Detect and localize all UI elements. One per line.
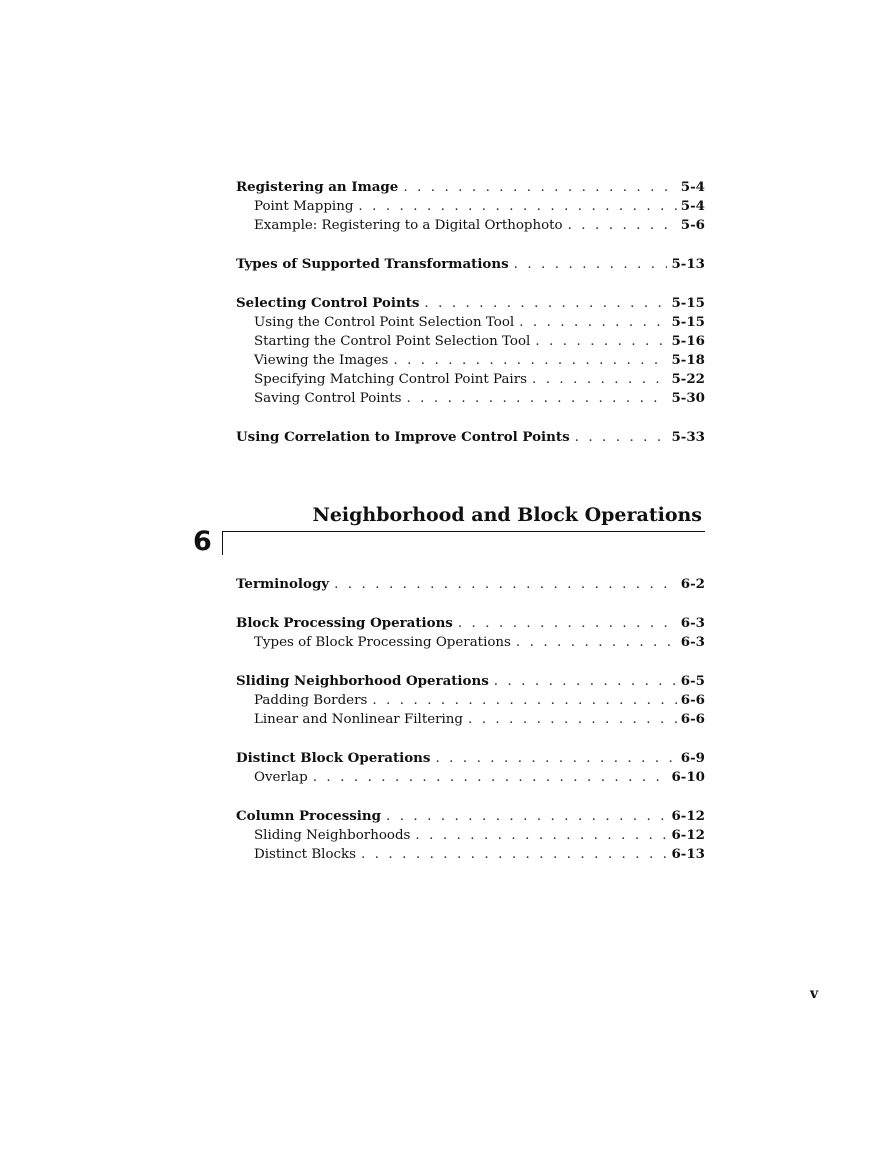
dot-leader <box>415 826 667 845</box>
dot-leader <box>424 294 667 313</box>
toc-group <box>236 807 705 864</box>
toc-entry-sub[interactable] <box>236 351 705 370</box>
toc-entry-main[interactable] <box>236 294 705 313</box>
toc-entry-title: Terminology <box>236 576 330 592</box>
toc-entry-main[interactable] <box>236 672 705 691</box>
toc-entry-title: Starting the Control Point Selection Tool <box>254 334 531 349</box>
toc-entry-page: 5-6 <box>680 217 705 233</box>
dot-leader <box>386 807 668 826</box>
toc-entry-title: Distinct Block Operations <box>236 750 431 766</box>
toc-group <box>236 614 705 652</box>
toc-group <box>236 255 705 274</box>
dot-leader <box>372 691 676 710</box>
toc-entry-title: Example: Registering to a Digital Orthophoto <box>254 218 563 233</box>
toc-entry-page: 5-15 <box>671 314 705 330</box>
toc-entry-page: 6-9 <box>680 750 705 766</box>
dot-leader <box>435 749 676 768</box>
chapter-number: 6 <box>193 526 212 557</box>
toc-entry-title: Using Correlation to Improve Control Points <box>236 429 570 445</box>
toc-entry-title: Registering an Image <box>236 179 399 195</box>
toc-entry-page: 5-13 <box>671 256 705 272</box>
toc-entry-page: 5-16 <box>671 333 705 349</box>
toc-entry-title: Sliding Neighborhoods <box>254 828 411 843</box>
toc-entry-title: Column Processing <box>236 808 381 824</box>
toc-entry-page: 6-5 <box>680 673 705 689</box>
toc-entry-sub[interactable] <box>236 389 705 408</box>
toc-entry-page: 5-15 <box>671 295 705 311</box>
toc-entry-title: Padding Borders <box>254 693 368 708</box>
toc-section-chapter-6 <box>236 575 705 884</box>
toc-group <box>236 178 705 235</box>
chapter-rule <box>222 531 705 532</box>
toc-entry-title: Block Processing Operations <box>236 615 453 631</box>
dot-leader <box>406 389 667 408</box>
toc-entry-page: 5-22 <box>671 371 705 387</box>
toc-entry-title: Distinct Blocks <box>254 847 356 862</box>
dot-leader <box>458 614 677 633</box>
page-number: v <box>810 986 819 1002</box>
toc-entry-page: 6-12 <box>671 808 705 824</box>
toc-entry-title: Overlap <box>254 770 308 785</box>
toc-entry-sub[interactable] <box>236 197 705 216</box>
dot-leader <box>361 845 667 864</box>
toc-entry-main[interactable] <box>236 749 705 768</box>
toc-entry-title: Using the Control Point Selection Tool <box>254 315 515 330</box>
dot-leader <box>575 428 668 447</box>
toc-entry-page: 5-4 <box>680 198 705 214</box>
toc-entry-sub[interactable] <box>236 332 705 351</box>
toc-entry-main[interactable] <box>236 575 705 594</box>
toc-group <box>236 749 705 787</box>
chapter-rule-tick <box>222 531 223 555</box>
chapter-title: Neighborhood and Block Operations <box>312 504 702 526</box>
toc-entry-page: 5-33 <box>671 429 705 445</box>
toc-group <box>236 575 705 594</box>
toc-entry-main[interactable] <box>236 807 705 826</box>
toc-entry-title: Linear and Nonlinear Filtering <box>254 712 463 727</box>
dot-leader <box>403 178 676 197</box>
toc-entry-page: 5-18 <box>671 352 705 368</box>
toc-entry-sub[interactable] <box>236 768 705 787</box>
toc-group <box>236 428 705 447</box>
toc-entry-page: 5-30 <box>671 390 705 406</box>
dot-leader <box>568 216 677 235</box>
toc-entry-sub[interactable] <box>236 633 705 652</box>
dot-leader <box>535 332 667 351</box>
dot-leader <box>519 313 667 332</box>
toc-entry-sub[interactable] <box>236 370 705 389</box>
toc-entry-page: 6-2 <box>680 576 705 592</box>
toc-entry-title: Saving Control Points <box>254 391 402 406</box>
toc-section-chapter-5 <box>236 178 705 467</box>
toc-entry-page: 6-13 <box>671 846 705 862</box>
dot-leader <box>334 575 677 594</box>
toc-entry-title: Point Mapping <box>254 199 354 214</box>
toc-entry-sub[interactable] <box>236 313 705 332</box>
toc-entry-sub[interactable] <box>236 691 705 710</box>
dot-leader <box>516 633 677 652</box>
toc-entry-title: Types of Supported Transformations <box>236 256 509 272</box>
toc-group <box>236 672 705 729</box>
toc-entry-page: 6-6 <box>680 692 705 708</box>
toc-group <box>236 294 705 408</box>
dot-leader <box>514 255 668 274</box>
dot-leader <box>393 351 667 370</box>
toc-entry-sub[interactable] <box>236 216 705 235</box>
toc-entry-title: Selecting Control Points <box>236 295 420 311</box>
toc-entry-main[interactable] <box>236 614 705 633</box>
toc-entry-page: 6-3 <box>680 615 705 631</box>
toc-entry-main[interactable] <box>236 428 705 447</box>
toc-entry-sub[interactable] <box>236 710 705 729</box>
toc-entry-sub[interactable] <box>236 826 705 845</box>
toc-entry-page: 6-6 <box>680 711 705 727</box>
toc-entry-title: Sliding Neighborhood Operations <box>236 673 489 689</box>
toc-entry-title: Viewing the Images <box>254 353 389 368</box>
dot-leader <box>468 710 677 729</box>
toc-entry-page: 6-3 <box>680 634 705 650</box>
toc-entry-title: Types of Block Processing Operations <box>254 635 511 650</box>
toc-entry-main[interactable] <box>236 178 705 197</box>
toc-entry-sub[interactable] <box>236 845 705 864</box>
toc-entry-page: 5-4 <box>680 179 705 195</box>
toc-entry-title: Specifying Matching Control Point Pairs <box>254 372 527 387</box>
toc-entry-main[interactable] <box>236 255 705 274</box>
dot-leader <box>532 370 668 389</box>
toc-entry-page: 6-12 <box>671 827 705 843</box>
dot-leader <box>494 672 677 691</box>
dot-leader <box>313 768 668 787</box>
dot-leader <box>358 197 676 216</box>
toc-entry-page: 6-10 <box>671 769 705 785</box>
